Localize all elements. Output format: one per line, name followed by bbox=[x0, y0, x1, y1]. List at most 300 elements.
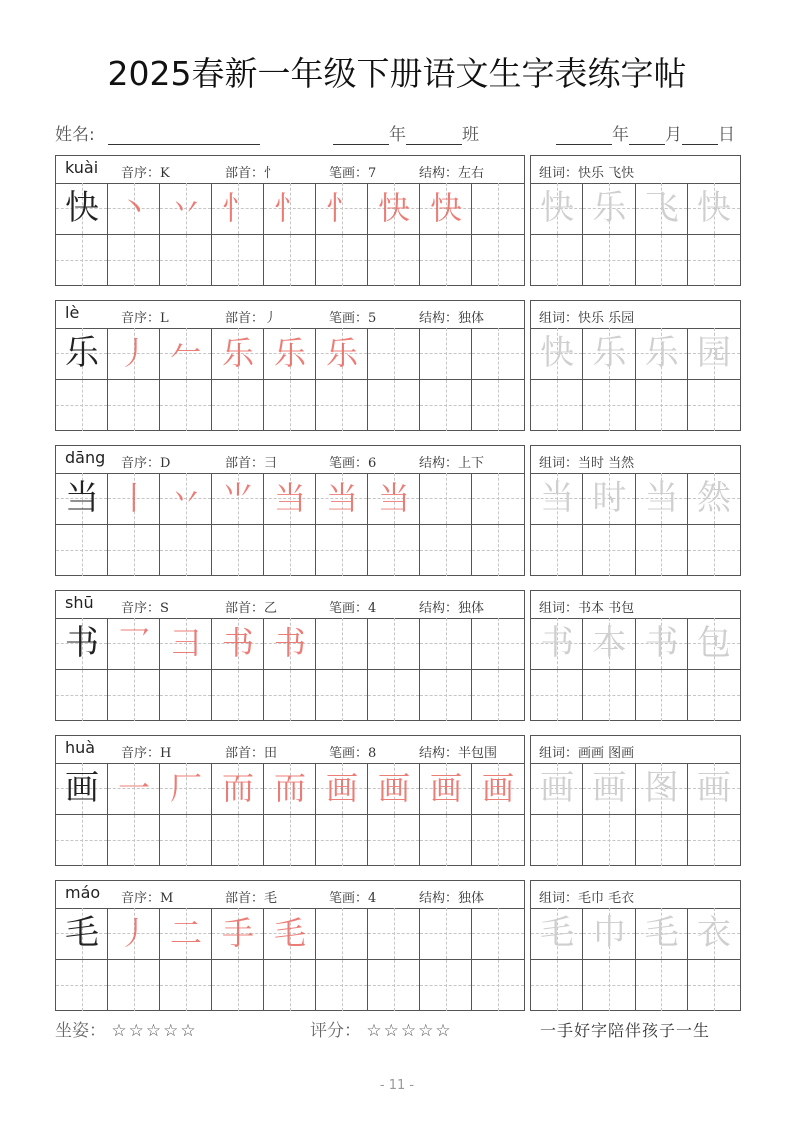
pinyin: kuài bbox=[65, 158, 99, 177]
writing-cell[interactable] bbox=[108, 908, 160, 960]
meta-strokes-value: 4 bbox=[368, 891, 377, 906]
meta-structure bbox=[419, 887, 484, 906]
words-value: 画画 图画 bbox=[578, 746, 635, 761]
meta-structure-label: 结构： bbox=[419, 166, 459, 181]
trace-character: 当 bbox=[540, 478, 575, 518]
meta-radical-label: 部首： bbox=[225, 456, 265, 471]
writing-cell[interactable] bbox=[368, 328, 420, 380]
motto: 一手好字陪伴孩子一生 bbox=[540, 1021, 711, 1040]
meta-order-value: S bbox=[160, 601, 169, 616]
writing-cell[interactable] bbox=[472, 183, 524, 235]
writing-cell[interactable] bbox=[316, 380, 368, 432]
page-title: 2025春新一年级下册语文生字表练字帖 bbox=[107, 54, 687, 93]
writing-cell[interactable] bbox=[264, 380, 316, 432]
char-info-header bbox=[56, 446, 524, 474]
meta-structure bbox=[419, 742, 497, 761]
writing-cell[interactable] bbox=[108, 763, 160, 815]
words-label: 组词： bbox=[539, 746, 579, 761]
trace-cell[interactable] bbox=[636, 380, 688, 432]
writing-cell[interactable] bbox=[420, 380, 472, 432]
meta-order bbox=[121, 887, 173, 906]
trace-character: 时 bbox=[592, 478, 627, 518]
writing-cell[interactable] bbox=[212, 960, 264, 1012]
words-grid bbox=[530, 735, 741, 866]
writing-cell[interactable] bbox=[420, 908, 472, 960]
stroke-step: ⺕ bbox=[169, 624, 202, 662]
trace-character: 飞 bbox=[644, 188, 679, 228]
words-label: 组词： bbox=[539, 311, 579, 326]
writing-cell[interactable] bbox=[108, 380, 160, 432]
meta-radical-label: 部首： bbox=[225, 601, 265, 616]
stroke-step: 画 bbox=[481, 769, 514, 807]
meta-strokes bbox=[329, 307, 376, 326]
writing-cell[interactable] bbox=[160, 473, 212, 525]
trace-cell[interactable] bbox=[531, 763, 583, 815]
stroke-step: 忄 bbox=[221, 189, 254, 227]
meta-structure-value: 独体 bbox=[458, 601, 485, 616]
meta-radical-label: 部首： bbox=[225, 311, 265, 326]
words-text bbox=[539, 597, 634, 616]
writing-cell[interactable] bbox=[420, 473, 472, 525]
writing-cell[interactable] bbox=[368, 525, 420, 577]
writing-cell[interactable] bbox=[316, 525, 368, 577]
writing-cell[interactable] bbox=[316, 908, 368, 960]
meta-order-label: 音序： bbox=[121, 891, 161, 906]
trace-cell[interactable] bbox=[531, 908, 583, 960]
words-label: 组词： bbox=[539, 166, 579, 181]
grade-label: 年 bbox=[389, 125, 406, 145]
writing-cell[interactable] bbox=[160, 380, 212, 432]
writing-cell[interactable] bbox=[472, 328, 524, 380]
date-month-label: 月 bbox=[665, 125, 682, 145]
char-block bbox=[55, 300, 741, 431]
char-info-header bbox=[56, 591, 524, 619]
trace-cell[interactable] bbox=[531, 525, 583, 577]
writing-cell[interactable] bbox=[56, 380, 108, 432]
practice-grid bbox=[55, 445, 525, 576]
meta-strokes bbox=[329, 452, 376, 471]
stroke-step: 丶 bbox=[117, 189, 150, 227]
trace-character: 当 bbox=[644, 478, 679, 518]
stroke-step: ⺌ bbox=[221, 479, 254, 517]
meta-structure-value: 独体 bbox=[458, 311, 485, 326]
writing-cell[interactable] bbox=[160, 183, 212, 235]
writing-cell[interactable] bbox=[264, 670, 316, 722]
writing-cell[interactable] bbox=[368, 670, 420, 722]
trace-cell[interactable] bbox=[583, 618, 635, 670]
writing-cell[interactable] bbox=[108, 815, 160, 867]
writing-cell[interactable] bbox=[56, 960, 108, 1012]
writing-cell[interactable] bbox=[420, 763, 472, 815]
writing-cell[interactable] bbox=[316, 763, 368, 815]
trace-cell[interactable] bbox=[583, 235, 635, 287]
trace-cell[interactable] bbox=[688, 960, 740, 1012]
trace-cell[interactable] bbox=[636, 328, 688, 380]
meta-structure-label: 结构： bbox=[419, 456, 459, 471]
date-day-underline[interactable] bbox=[682, 124, 718, 145]
trace-cell[interactable] bbox=[688, 908, 740, 960]
writing-cell[interactable] bbox=[56, 328, 108, 380]
words-header bbox=[531, 446, 740, 474]
trace-cell[interactable] bbox=[531, 473, 583, 525]
model-character: 乐 bbox=[65, 333, 99, 373]
meta-structure-label: 结构： bbox=[419, 311, 459, 326]
meta-order bbox=[121, 452, 170, 471]
trace-cell[interactable] bbox=[531, 235, 583, 287]
writing-cell[interactable] bbox=[264, 960, 316, 1012]
meta-structure bbox=[419, 307, 484, 326]
meta-radical-value: 彐 bbox=[264, 456, 278, 471]
meta-radical-label: 部首： bbox=[225, 746, 265, 761]
meta-radical bbox=[225, 887, 277, 906]
writing-cell[interactable] bbox=[212, 525, 264, 577]
writing-cell[interactable] bbox=[212, 815, 264, 867]
writing-cell[interactable] bbox=[368, 763, 420, 815]
writing-cell[interactable] bbox=[56, 618, 108, 670]
stroke-step: 二 bbox=[169, 914, 202, 952]
writing-cell[interactable] bbox=[212, 473, 264, 525]
stroke-step: 快 bbox=[377, 189, 410, 227]
writing-cell[interactable] bbox=[108, 960, 160, 1012]
stroke-step: 𠂉 bbox=[169, 334, 202, 372]
meta-order-value: M bbox=[160, 891, 174, 906]
writing-cell[interactable] bbox=[108, 670, 160, 722]
practice-grid bbox=[55, 880, 525, 1011]
writing-cell[interactable] bbox=[316, 328, 368, 380]
trace-cell[interactable] bbox=[636, 235, 688, 287]
meta-order-label: 音序： bbox=[121, 601, 161, 616]
stroke-step: 忄 bbox=[273, 189, 306, 227]
score-rating bbox=[310, 1016, 453, 1041]
writing-cell[interactable] bbox=[108, 235, 160, 287]
trace-character: 毛 bbox=[540, 913, 575, 953]
meta-strokes bbox=[329, 887, 376, 906]
trace-cell[interactable] bbox=[583, 328, 635, 380]
stroke-step: 手 bbox=[221, 914, 254, 952]
writing-cell[interactable] bbox=[472, 763, 524, 815]
writing-cell[interactable] bbox=[472, 960, 524, 1012]
trace-cell[interactable] bbox=[688, 235, 740, 287]
writing-cell[interactable] bbox=[56, 763, 108, 815]
writing-cell[interactable] bbox=[368, 235, 420, 287]
words-header bbox=[531, 156, 740, 184]
meta-radical bbox=[225, 452, 277, 471]
stroke-step: 忄 bbox=[325, 189, 358, 227]
writing-cell[interactable] bbox=[160, 328, 212, 380]
writing-cell[interactable] bbox=[264, 183, 316, 235]
char-block bbox=[55, 155, 741, 286]
writing-cell[interactable] bbox=[264, 235, 316, 287]
words-label: 组词： bbox=[539, 891, 579, 906]
writing-cell[interactable] bbox=[316, 960, 368, 1012]
writing-cell[interactable] bbox=[420, 670, 472, 722]
trace-character: 乐 bbox=[644, 333, 679, 373]
writing-cell[interactable] bbox=[420, 960, 472, 1012]
writing-cell[interactable] bbox=[160, 763, 212, 815]
trace-cell[interactable] bbox=[688, 815, 740, 867]
name-field[interactable] bbox=[55, 120, 260, 150]
class-field[interactable] bbox=[333, 120, 479, 150]
words-header bbox=[531, 591, 740, 619]
writing-cell[interactable] bbox=[264, 473, 316, 525]
writing-cell[interactable] bbox=[472, 473, 524, 525]
words-text bbox=[539, 887, 634, 906]
writing-cell[interactable] bbox=[264, 908, 316, 960]
name-label: 姓名: bbox=[55, 125, 95, 145]
pinyin: shū bbox=[65, 593, 94, 612]
writing-cell[interactable] bbox=[316, 815, 368, 867]
writing-cell[interactable] bbox=[420, 328, 472, 380]
trace-cell[interactable] bbox=[636, 618, 688, 670]
date-year-label: 年 bbox=[612, 125, 629, 145]
meta-radical-label: 部首： bbox=[225, 891, 265, 906]
meta-structure-label: 结构： bbox=[419, 601, 459, 616]
writing-cell[interactable] bbox=[108, 525, 160, 577]
meta-radical-value: 田 bbox=[264, 746, 278, 761]
trace-cell[interactable] bbox=[583, 960, 635, 1012]
meta-structure bbox=[419, 162, 484, 181]
words-label: 组词： bbox=[539, 456, 579, 471]
words-value: 快乐 飞快 bbox=[578, 166, 635, 181]
stroke-step: 而 bbox=[273, 769, 306, 807]
writing-cell[interactable] bbox=[316, 183, 368, 235]
trace-cell[interactable] bbox=[688, 670, 740, 722]
writing-cell[interactable] bbox=[316, 618, 368, 670]
char-block bbox=[55, 445, 741, 576]
writing-cell[interactable] bbox=[420, 618, 472, 670]
words-value: 毛巾 毛衣 bbox=[578, 891, 635, 906]
meta-order bbox=[121, 597, 169, 616]
date-year-underline[interactable] bbox=[556, 124, 612, 145]
trace-character: 衣 bbox=[696, 913, 731, 953]
practice-grid bbox=[55, 155, 525, 286]
writing-cell[interactable] bbox=[56, 473, 108, 525]
trace-cell[interactable] bbox=[688, 328, 740, 380]
trace-cell[interactable] bbox=[688, 380, 740, 432]
writing-cell[interactable] bbox=[368, 183, 420, 235]
words-header bbox=[531, 301, 740, 329]
writing-cell[interactable] bbox=[56, 525, 108, 577]
meta-order-value: D bbox=[160, 456, 171, 471]
grade-underline[interactable] bbox=[333, 124, 389, 145]
writing-cell[interactable] bbox=[472, 525, 524, 577]
writing-cell[interactable] bbox=[264, 763, 316, 815]
writing-cell[interactable] bbox=[108, 618, 160, 670]
writing-cell[interactable] bbox=[368, 908, 420, 960]
meta-strokes-value: 5 bbox=[368, 311, 377, 326]
writing-cell[interactable] bbox=[420, 235, 472, 287]
writing-cell[interactable] bbox=[56, 908, 108, 960]
writing-cell[interactable] bbox=[264, 328, 316, 380]
writing-cell[interactable] bbox=[472, 235, 524, 287]
trace-cell[interactable] bbox=[583, 183, 635, 235]
writing-cell[interactable] bbox=[420, 525, 472, 577]
trace-cell[interactable] bbox=[583, 670, 635, 722]
words-header bbox=[531, 881, 740, 909]
trace-cell[interactable] bbox=[688, 763, 740, 815]
writing-cell[interactable] bbox=[212, 908, 264, 960]
meta-structure-value: 上下 bbox=[458, 456, 485, 471]
trace-cell[interactable] bbox=[636, 473, 688, 525]
words-value: 书本 书包 bbox=[578, 601, 635, 616]
trace-cell[interactable] bbox=[688, 183, 740, 235]
trace-cell[interactable] bbox=[688, 525, 740, 577]
pinyin: dāng bbox=[65, 448, 106, 467]
meta-radical-value: 丿 bbox=[264, 311, 278, 326]
meta-structure-value: 独体 bbox=[458, 891, 485, 906]
posture-rating bbox=[55, 1016, 198, 1041]
trace-character: 书 bbox=[644, 623, 679, 663]
meta-order-label: 音序： bbox=[121, 311, 161, 326]
writing-cell[interactable] bbox=[472, 908, 524, 960]
writing-cell[interactable] bbox=[160, 670, 212, 722]
writing-cell[interactable] bbox=[368, 380, 420, 432]
writing-cell[interactable] bbox=[316, 235, 368, 287]
meta-order-label: 音序： bbox=[121, 746, 161, 761]
writing-cell[interactable] bbox=[316, 473, 368, 525]
trace-cell[interactable] bbox=[636, 525, 688, 577]
writing-cell[interactable] bbox=[368, 473, 420, 525]
stroke-step: 丷 bbox=[169, 189, 202, 227]
trace-character: 快 bbox=[540, 188, 575, 228]
trace-cell[interactable] bbox=[583, 473, 635, 525]
meta-structure-label: 结构： bbox=[419, 891, 459, 906]
words-text bbox=[539, 307, 634, 326]
trace-cell[interactable] bbox=[636, 670, 688, 722]
writing-cell[interactable] bbox=[212, 235, 264, 287]
practice-grid bbox=[55, 300, 525, 431]
class-underline[interactable] bbox=[406, 124, 462, 145]
meta-strokes-value: 7 bbox=[368, 166, 377, 181]
trace-character: 园 bbox=[696, 333, 731, 373]
writing-cell[interactable] bbox=[264, 815, 316, 867]
char-block bbox=[55, 735, 741, 866]
writing-cell[interactable] bbox=[56, 670, 108, 722]
writing-cell[interactable] bbox=[264, 525, 316, 577]
trace-cell[interactable] bbox=[583, 763, 635, 815]
trace-character: 书 bbox=[540, 623, 575, 663]
writing-cell[interactable] bbox=[212, 183, 264, 235]
writing-cell[interactable] bbox=[160, 235, 212, 287]
writing-cell[interactable] bbox=[56, 183, 108, 235]
char-info-header bbox=[56, 301, 524, 329]
meta-order bbox=[121, 162, 170, 181]
stroke-step: 丿 bbox=[117, 914, 150, 952]
meta-strokes-label: 笔画： bbox=[329, 891, 369, 906]
trace-cell[interactable] bbox=[688, 473, 740, 525]
words-text bbox=[539, 742, 634, 761]
trace-cell[interactable] bbox=[531, 618, 583, 670]
writing-cell[interactable] bbox=[56, 235, 108, 287]
trace-cell[interactable] bbox=[688, 618, 740, 670]
score-stars[interactable]: ☆☆☆☆☆ bbox=[366, 1021, 453, 1041]
stroke-step: 丷 bbox=[169, 479, 202, 517]
writing-cell[interactable] bbox=[108, 328, 160, 380]
trace-cell[interactable] bbox=[531, 380, 583, 432]
stroke-step: 而 bbox=[221, 769, 254, 807]
meta-order-label: 音序： bbox=[121, 166, 161, 181]
trace-cell[interactable] bbox=[531, 670, 583, 722]
writing-cell[interactable] bbox=[472, 380, 524, 432]
trace-cell[interactable] bbox=[636, 763, 688, 815]
posture-stars[interactable]: ☆☆☆☆☆ bbox=[111, 1021, 198, 1041]
writing-cell[interactable] bbox=[212, 763, 264, 815]
writing-cell[interactable] bbox=[212, 328, 264, 380]
writing-cell[interactable] bbox=[212, 380, 264, 432]
trace-cell[interactable] bbox=[636, 960, 688, 1012]
writing-cell[interactable] bbox=[160, 525, 212, 577]
meta-structure-label: 结构： bbox=[419, 746, 459, 761]
writing-cell[interactable] bbox=[472, 670, 524, 722]
writing-cell[interactable] bbox=[472, 815, 524, 867]
writing-cell[interactable] bbox=[420, 815, 472, 867]
writing-cell[interactable] bbox=[212, 618, 264, 670]
date-month-underline[interactable] bbox=[629, 124, 665, 145]
stroke-step: 快 bbox=[429, 189, 462, 227]
writing-cell[interactable] bbox=[368, 618, 420, 670]
name-underline[interactable] bbox=[108, 124, 260, 145]
meta-structure bbox=[419, 597, 484, 616]
writing-cell[interactable] bbox=[316, 670, 368, 722]
writing-cell[interactable] bbox=[160, 960, 212, 1012]
meta-strokes-value: 8 bbox=[368, 746, 377, 761]
writing-cell[interactable] bbox=[264, 618, 316, 670]
writing-cell[interactable] bbox=[212, 670, 264, 722]
trace-cell[interactable] bbox=[583, 908, 635, 960]
trace-cell[interactable] bbox=[531, 815, 583, 867]
trace-cell[interactable] bbox=[531, 183, 583, 235]
meta-strokes-label: 笔画： bbox=[329, 601, 369, 616]
writing-cell[interactable] bbox=[368, 815, 420, 867]
practice-grid bbox=[55, 590, 525, 721]
trace-cell[interactable] bbox=[636, 815, 688, 867]
stroke-step: 丨 bbox=[117, 479, 150, 517]
model-character: 画 bbox=[65, 768, 99, 808]
words-value: 当时 当然 bbox=[578, 456, 635, 471]
posture-label: 坐姿： bbox=[55, 1021, 106, 1041]
pinyin: huà bbox=[65, 738, 96, 757]
trace-cell[interactable] bbox=[636, 183, 688, 235]
words-value: 快乐 乐园 bbox=[578, 311, 635, 326]
date-field[interactable] bbox=[556, 120, 735, 150]
writing-cell[interactable] bbox=[472, 618, 524, 670]
writing-cell[interactable] bbox=[56, 815, 108, 867]
writing-cell[interactable] bbox=[160, 908, 212, 960]
writing-cell[interactable] bbox=[420, 183, 472, 235]
stroke-step: 画 bbox=[325, 769, 358, 807]
writing-cell[interactable] bbox=[160, 618, 212, 670]
trace-cell[interactable] bbox=[583, 380, 635, 432]
stroke-step: 当 bbox=[377, 479, 410, 517]
writing-cell[interactable] bbox=[108, 473, 160, 525]
meta-strokes-label: 笔画： bbox=[329, 746, 369, 761]
meta-structure-value: 左右 bbox=[458, 166, 485, 181]
char-info-header bbox=[56, 736, 524, 764]
stroke-step: 乛 bbox=[117, 624, 150, 662]
stroke-step: 当 bbox=[273, 479, 306, 517]
trace-cell[interactable] bbox=[583, 815, 635, 867]
writing-cell[interactable] bbox=[160, 815, 212, 867]
trace-cell[interactable] bbox=[583, 525, 635, 577]
trace-cell[interactable] bbox=[636, 908, 688, 960]
trace-cell[interactable] bbox=[531, 328, 583, 380]
words-text bbox=[539, 452, 634, 471]
writing-cell[interactable] bbox=[368, 960, 420, 1012]
trace-cell[interactable] bbox=[531, 960, 583, 1012]
meta-radical bbox=[225, 307, 277, 326]
stroke-step: 厂 bbox=[169, 769, 202, 807]
writing-cell[interactable] bbox=[108, 183, 160, 235]
